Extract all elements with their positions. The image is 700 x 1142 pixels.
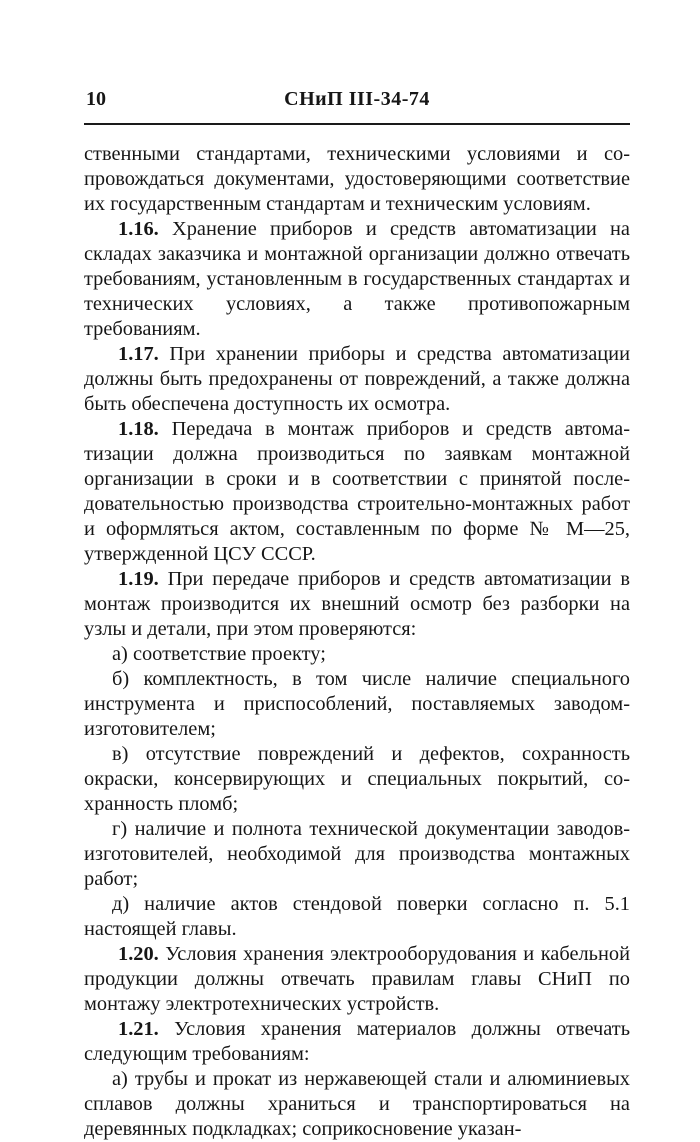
header-rule [84,123,630,125]
page-header [84,86,630,112]
body-text [84,142,630,1142]
list-item-a-materials: а) трубы и прокат из нержавеющей стали и алюминиевых сплавов должны храниться и транспортироваться на деревянных подкладках; соприкосновение указан- [84,1068,630,1140]
running-title: СНиП III-34-74 [284,88,430,110]
list-item-b: б) комплектность, в том числе наличие специального инструмента и приспособлений, поставляемых заводом-изготовителем; [84,668,630,740]
paragraph-1-17: 1.17. При хранении приборы и средства автоматизации должны быть предохранены от повреждений, а также должна быть обеспечена доступность их осмотра. [84,343,630,415]
paragraph-1-18: 1.18. Передача в монтаж приборов и средств автоматизации должна производиться по заявкам монтажной организации в сроки и в соответствии с принятой последовательностью производства строительно-монтажных работ и оформляться актом, составленным по форме № М—25, утвержденной ЦСУ СССР. [84,418,630,565]
paragraph-1-16: 1.16. Хранение приборов и средств автоматизации на складах заказчика и монтажной организации должно отвечать требованиям, установленным в государственных стандартах и технических условиях, а также противопожарным требованиям. [84,218,630,340]
clause-number: 1.21. [118,1018,159,1040]
clause-number: 1.17. [118,343,159,365]
page-number: 10 [86,88,106,110]
clause-number: 1.20. [118,943,159,965]
paragraph-1-19: 1.19. При передаче приборов и средств автоматизации в монтаж производится их внешний осмотр без разборки на узлы и детали, при этом проверяются: [84,568,630,640]
clause-number: 1.16. [118,218,159,240]
clause-number: 1.18. [118,418,159,440]
paragraph-continuation: ственными стандартами, техническими условиями и сопровождаться документами, удостоверяющими соответствие их государственным стандартам и техническим условиям. [84,143,630,215]
document-page [84,86,630,1140]
list-item-a: а) соответствие проекту; [112,643,326,665]
clause-number: 1.19. [118,568,159,590]
paragraph-1-21: 1.21. Условия хранения материалов должны отвечать следующим требованиям: [84,1018,630,1065]
list-item-d: д) наличие актов стендовой поверки согласно п. 5.1 настоящей главы. [84,893,630,940]
paragraph-1-20: 1.20. Условия хранения электрооборудования и кабельной продукции должны отвечать правилам главы СНиП по монтажу электротехнических устройств. [84,943,630,1015]
list-item-v: в) отсутствие повреждений и дефектов, сохранность окраски, консервирующих и специальных покрытий, сохранность пломб; [84,743,630,815]
list-item-g: г) наличие и полнота технической документации заводов-изготовителей, необходимой для производства монтажных работ; [84,818,630,890]
